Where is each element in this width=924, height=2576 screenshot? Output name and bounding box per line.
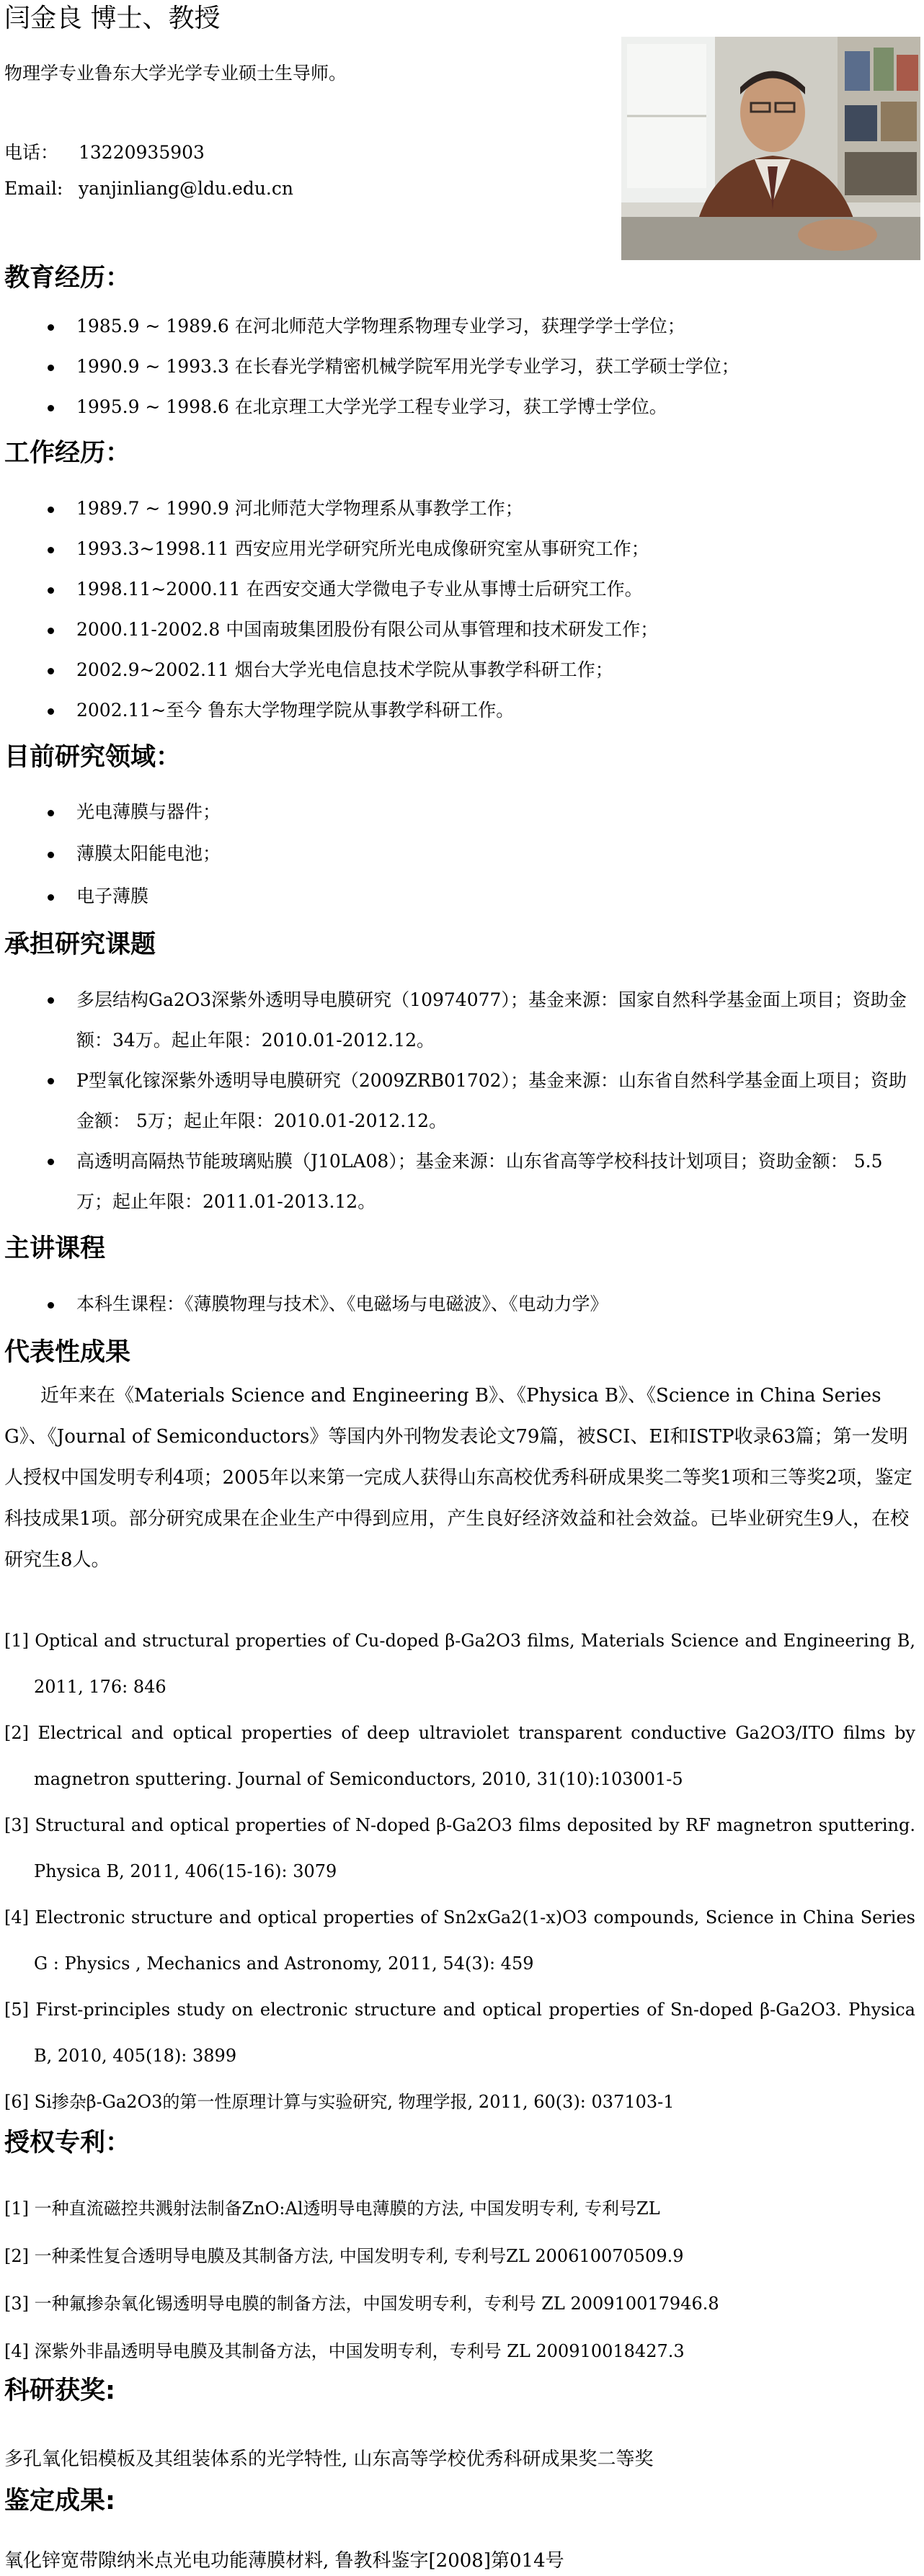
patent-item: [3] 一种氟掺杂氧化锡透明导电膜的制备方法，中国发明专利，专利号 ZL 200910017946.8 bbox=[4, 2294, 719, 2314]
bullet-icon bbox=[48, 997, 54, 1004]
bullet-icon bbox=[48, 405, 54, 411]
profile-page: 闫金良 博士、教授 物理学专业鲁东大学光学专业硕士生导师。 电话： 13220935903 Email: yanjinliang@ldu.edu.cn 教育经历： 1985.9 ~ 1989.6 在河北师范大学物理系物理专业学习，获理学学士学位； 1990.9 ~ 1993.3 在长春光学精密机械学院军用光学专业学习，获工学硕士学位； 1995.9 ~ 1998.6 在北京理工大学光学工程专业学习，获工学博士学位。 工作经历： 1989.7 ~ 1990.9 河北师范大学物理系从事教学工作； 1993.3~1998.11 西安应用光学研究所光电成像研究室从事研究工作； 1998.11~2000.11 在西安交通大学微电子专业从事博士后研究工作。 2000.11-2002.8 中国南玻集团股份有限公司从事管理和技术研发工作； 2002.9~2002.11 烟台大学光电信息技术学院从事教学科研工作； 2002.11~至今 鲁东大学物理学院从事教学科研工作。 目前研究领域： 光电薄膜与器件； 薄膜太阳能电池； 电子薄膜 承担研究课题 多层结构Ga2O3深紫外透明导电膜研究（10974077）；基金来源：国家自然科学基金面上项目；资助金额：34万。起止年限：2010.01-2012.12。 P型氧化镓深紫外透明导电膜研究（2009ZRB01702）；基金来源：山东省自然科学基金面上项目；资助金额： 5万；起止年限：2010.01-2012.12。 高透明高隔热节能玻璃贴膜（J10LA08）；基金来源：山东省高等学校科技计划项目；资助金额： 5.5万；起止年限：2011.01-2013.12。 主讲课程 本科生课程：《薄膜物理与技术》、《电磁场与电磁波》、《电动力学》 代表性成果 近年来在《Materials Science and Engineering B》、《Physica B》、《Science in China Series G》、《Journal of Semiconductors》等国内外刊物发表论文79篇，被SCI、EI和ISTP收录63篇；第一发明人授权中国发明专利4项；2005年以来第一完成人获得山东高校优秀科研成果奖二等奖1项和三等奖2项，鉴定科技成果1项。部分研究成果在企业生产中得到应用，产生良好经济效益和社会效益。已毕业研究生9人，在校研究生8人。 [1] Optical and structural properties of Cu-doped β-Ga2O3 films, Materials Science and Engineering B, 2011, 176: 846 [2] Electrical and optical properties of deep ultraviolet transparent conductive Ga2O3/ITO films by magnetron sputtering. Journal of Semiconductors, 2010, 31(10):103001-5 [3] Structural and optical properties of N-doped β-Ga2O3 films deposited by RF magnetron sputtering. Physica B, 2011, 406(15-16): 3079 [4] Electronic structure and optical properties of Sn2xGa2(1-x)O3 compounds, Science in China Series G : Physics , Mechanics and Astronomy, 2011, 54(3): 459 [5] First-principles study on electronic structure and optical properties of Sn-doped β-Ga2O3. Physica B, 2010, 405(18): 3899 [6] Si掺杂β-Ga2O3的第一性原理计算与实验研究, 物理学报, 2011, 60(3): 037103-1 授权专利： [1] 一种直流磁控共溅射法制备ZnO:Al透明导电薄膜的方法, 中国发明专利, 专利号ZL [2] 一种柔性复合透明导电膜及其制备方法, 中国发明专利, 专利号ZL 200610070509.9 [3] 一种氟掺杂氧化锡透明导电膜的制备方法，中国发明专利，专利号 ZL 200910017946.8 [4] 深紫外非晶透明导电膜及其制备方法，中国发明专利，专利号 ZL 200910018427.3 科研获奖: 多孔氧化铝模板及其组装体系的光学特性, 山东高等学校优秀科研成果奖二等奖 鉴定成果: 氧化锌宽带隙纳米点光电功能薄膜材料, 鲁教科鉴字[2008]第014号 bbox=[0, 0, 924, 2576]
research-heading: 目前研究领域： bbox=[4, 743, 182, 772]
bullet-icon bbox=[48, 587, 54, 594]
bullet-icon bbox=[48, 1159, 54, 1165]
phone-line bbox=[4, 138, 205, 164]
patent-item: [1] 一种直流磁控共溅射法制备ZnO:Al透明导电薄膜的方法, 中国发明专利, 专利号ZL bbox=[4, 2198, 660, 2219]
reference-item: [6] Si掺杂β-Ga2O3的第一性原理计算与实验研究, 物理学报, 2011, 60(3): 037103-1 bbox=[4, 2092, 675, 2112]
projects-heading: 承担研究课题 bbox=[4, 930, 156, 959]
reference-item: [3] Structural and optical properties of N-doped β-Ga2O3 films deposited by RF magnetron sputtering. Physica B, 2011, 406(15-16): 3079 bbox=[4, 1815, 915, 1881]
email-line bbox=[4, 178, 293, 199]
patent-item: [2] 一种柔性复合透明导电膜及其制备方法, 中国发明专利, 专利号ZL 200610070509.9 bbox=[4, 2246, 684, 2266]
intro-text: 物理学专业鲁东大学光学专业硕士生导师。 bbox=[4, 63, 347, 84]
bullet-icon bbox=[48, 365, 54, 371]
phone-value: 13220935903 bbox=[79, 142, 205, 163]
bullet-icon bbox=[48, 507, 54, 513]
bullet-icon bbox=[48, 852, 54, 858]
reference-item: [5] First-principles study on electronic structure and optical properties of Sn-doped β-Ga2O3. Physica B, 2010, 405(18): 3899 bbox=[4, 2000, 915, 2066]
bullet-icon bbox=[48, 1302, 54, 1309]
appraisal-text: 氧化锌宽带隙纳米点光电功能薄膜材料, 鲁教科鉴字[2008]第014号 bbox=[4, 2550, 564, 2572]
bullet-icon bbox=[48, 894, 54, 901]
phone-label: 电话： bbox=[4, 142, 59, 163]
bullet-icon bbox=[48, 810, 54, 816]
reference-item: [2] Electrical and optical properties of deep ultraviolet transparent conductive Ga2O3/ITO films by magnetron sputtering. Journal of Semiconductors, 2010, 31(10):103001-5 bbox=[4, 1723, 915, 1789]
achievements-heading: 代表性成果 bbox=[4, 1338, 131, 1367]
appraisal-heading: 鉴定成果: bbox=[4, 2487, 115, 2515]
patents-heading: 授权专利： bbox=[4, 2129, 131, 2157]
bullet-icon bbox=[48, 668, 54, 674]
portrait-photo bbox=[621, 37, 920, 260]
achievements-paragraph: 近年来在《Materials Science and Engineering B》、《Physica B》、《Science in China Series G》、《Journal of Semiconductors》等国内外刊物发表论文79篇，被SCI、EI和ISTP收录63篇；第一发明人授权中国发明专利4项；2005年以来第一完成人获得山东高校优秀科研成果奖二等奖1项和三等奖2项，鉴定科技成果1项。部分研究成果在企业生产中得到应用，产生良好经济效益和社会效益。已毕业研究生9人，在校研究生8人。 bbox=[4, 1385, 912, 1571]
awards-text: 多孔氧化铝模板及其组装体系的光学特性, 山东高等学校优秀科研成果奖二等奖 bbox=[4, 2448, 654, 2470]
bullet-icon bbox=[48, 324, 54, 331]
email-value: yanjinliang@ldu.edu.cn bbox=[79, 178, 293, 199]
bullet-icon bbox=[48, 708, 54, 715]
bullet-icon bbox=[48, 628, 54, 634]
bullet-icon bbox=[48, 547, 54, 553]
education-heading: 教育经历： bbox=[4, 264, 131, 293]
email-label: Email: bbox=[4, 178, 63, 199]
reference-item: [1] Optical and structural properties of Cu-doped β-Ga2O3 films, Materials Science and Engineering B, 2011, 176: 846 bbox=[4, 1631, 915, 1697]
page-title: 闫金良 博士、教授 bbox=[4, 4, 221, 33]
awards-heading: 科研获奖: bbox=[4, 2376, 115, 2405]
bullet-icon bbox=[48, 1078, 54, 1084]
patent-item: [4] 深紫外非晶透明导电膜及其制备方法，中国发明专利，专利号 ZL 200910018427.3 bbox=[4, 2341, 685, 2361]
reference-item: [4] Electronic structure and optical properties of Sn2xGa2(1-x)O3 compounds, Science in China Series G : Physics , Mechanics and Astronomy, 2011, 54(3): 459 bbox=[4, 1907, 915, 1974]
courses-heading: 主讲课程 bbox=[4, 1234, 106, 1263]
work-heading: 工作经历： bbox=[4, 439, 131, 468]
